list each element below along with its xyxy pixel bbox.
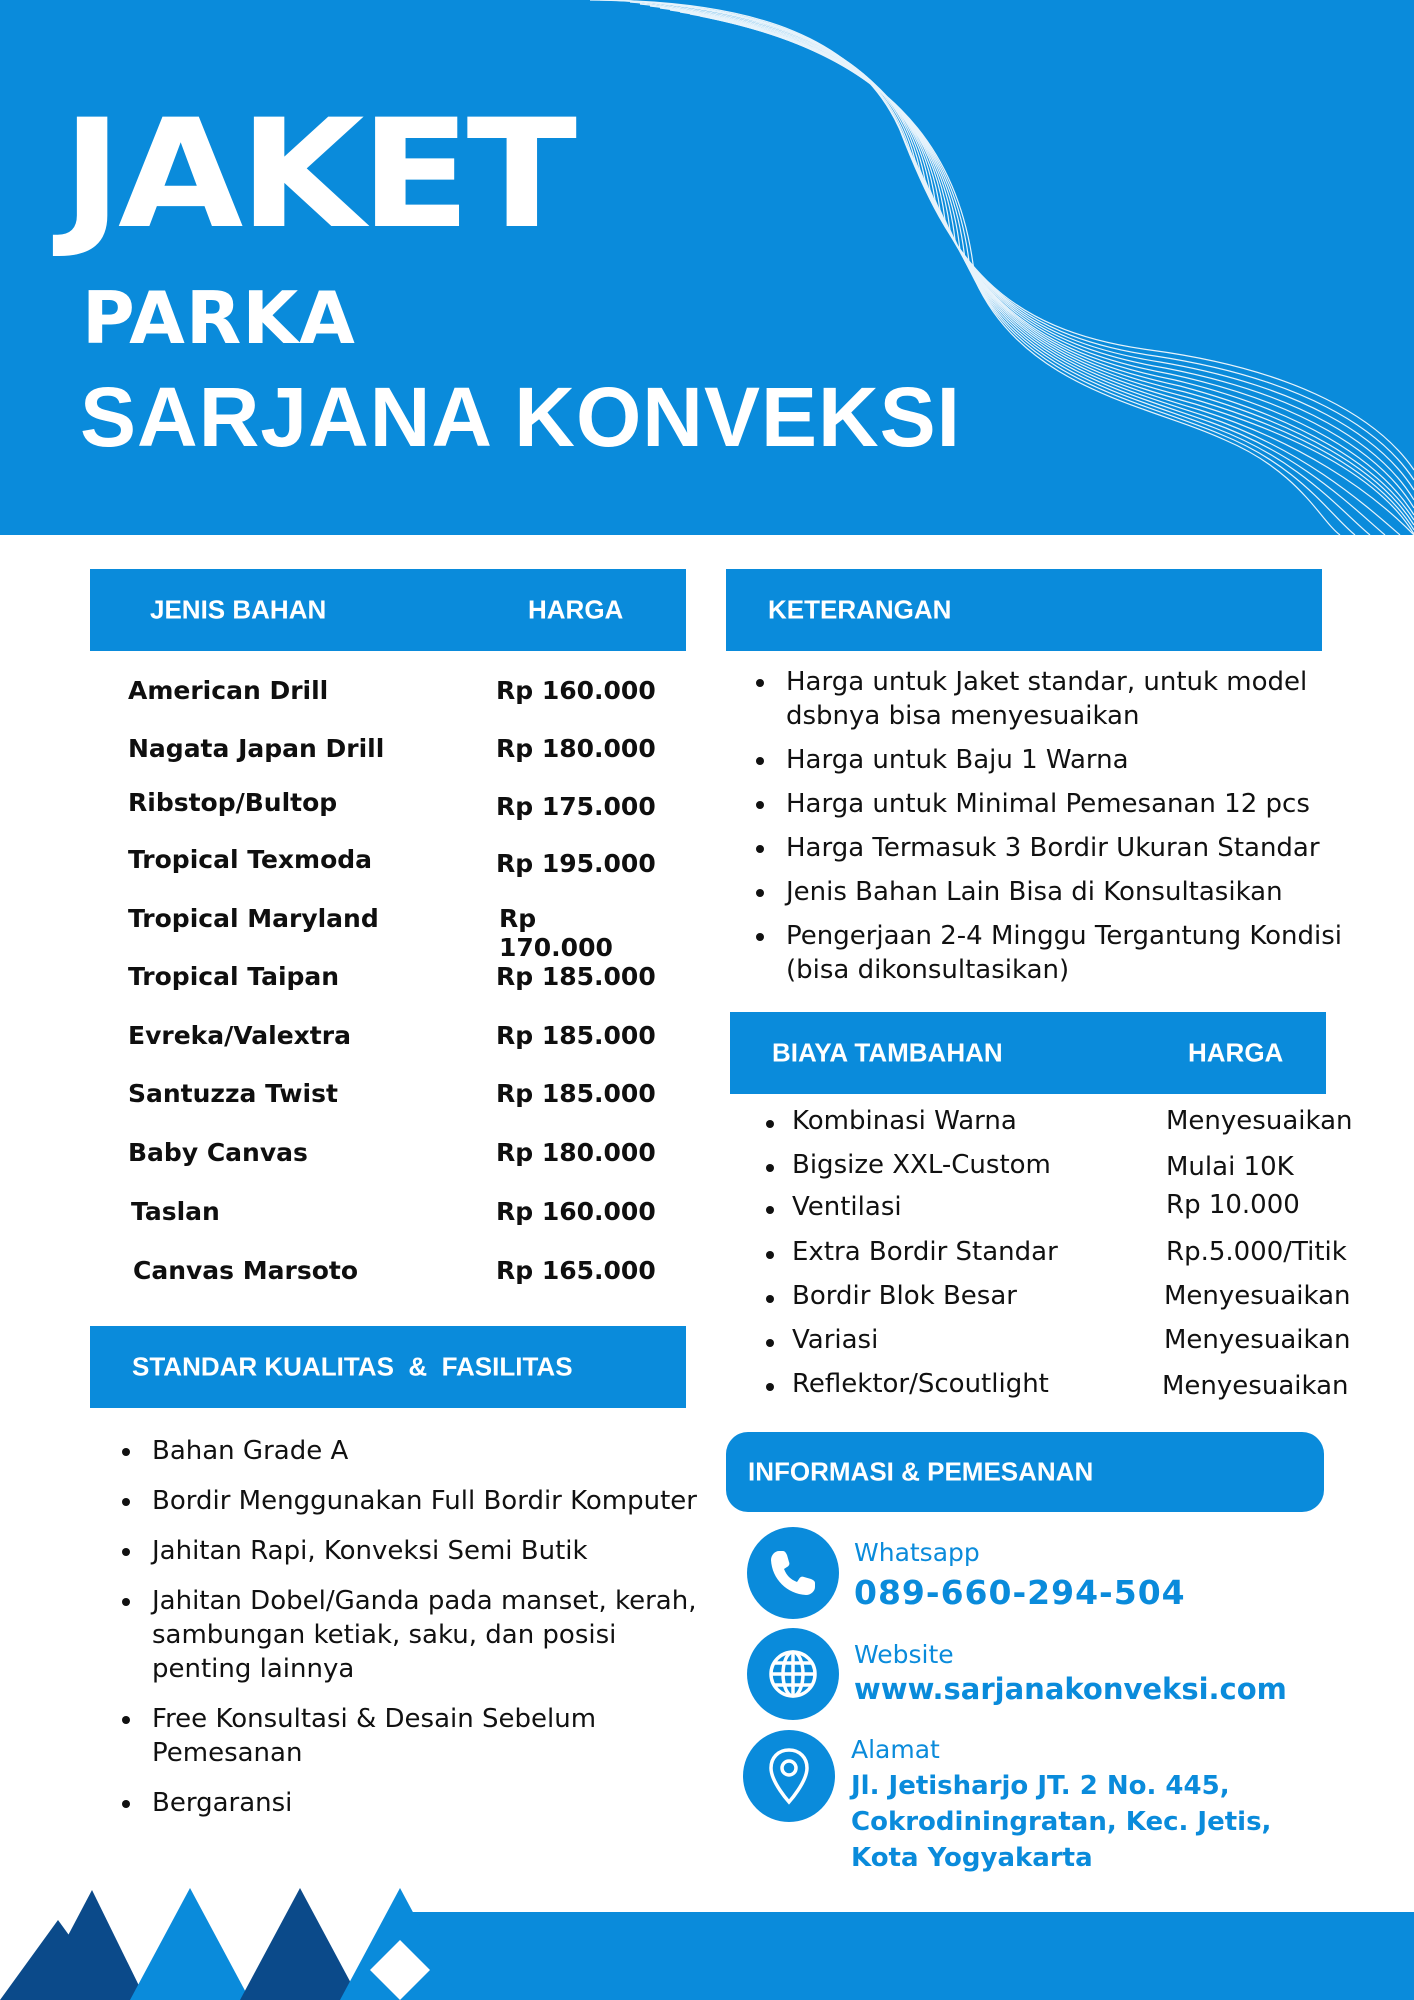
quality-list [118, 1434, 698, 1820]
bullet-dot [766, 1164, 774, 1172]
title-parka: PARKA [82, 276, 356, 360]
extra-item: Variasi [792, 1325, 879, 1355]
extra-cost-row [762, 1237, 1362, 1277]
material-name: Nagata Japan Drill [128, 734, 385, 763]
material-name: Evreka/Valextra [128, 1021, 351, 1050]
col-extra-item-label: BIAYA TAMBAHAN [772, 1037, 1003, 1068]
globe-icon [747, 1628, 839, 1720]
extra-cost-row [762, 1369, 1362, 1409]
bullet-dot [766, 1251, 774, 1259]
price-row [128, 962, 658, 1002]
material-name: American Drill [128, 676, 329, 705]
list-item: Harga untuk Baju 1 Warna [752, 743, 1352, 777]
col-material-label: JENIS BAHAN [150, 594, 327, 625]
extra-price: Rp.5.000/Titik [1166, 1237, 1347, 1267]
extra-price: Menyesuaikan [1164, 1281, 1351, 1311]
extra-cost-row [762, 1325, 1362, 1365]
material-price: Rp 160.000 [496, 1197, 656, 1226]
whatsapp-number[interactable]: 089-660-294-504 [854, 1573, 1186, 1612]
bullet-dot [766, 1206, 774, 1214]
brand-name: SARJANA KONVEKSI [80, 370, 962, 464]
address-line-3: Kota Yogyakarta [851, 1843, 1093, 1873]
list-item: Pengerjaan 2-4 Minggu Tergantung Kondisi (bisa dikonsultasikan) [752, 919, 1352, 987]
material-price: Rp 185.000 [496, 1079, 656, 1108]
price-row [128, 1138, 658, 1178]
price-row [128, 1197, 658, 1237]
address-label: Alamat [851, 1735, 940, 1764]
quality-header [90, 1326, 686, 1408]
list-item: Jenis Bahan Lain Bisa di Konsultasikan [752, 875, 1352, 909]
material-name: Santuzza Twist [128, 1079, 338, 1108]
material-name: Baby Canvas [128, 1138, 308, 1167]
material-price: Rp 185.000 [496, 962, 656, 991]
bullet-dot [766, 1339, 774, 1347]
bullet-dot [766, 1295, 774, 1303]
material-price: Rp 180.000 [496, 734, 656, 763]
website-url[interactable]: www.sarjanakonveksi.com [854, 1672, 1287, 1706]
whatsapp-label: Whatsapp [854, 1538, 980, 1567]
extra-item: Bigsize XXL-Custom [792, 1150, 1051, 1180]
list-item: Harga untuk Jaket standar, untuk model dsbnya bisa menyesuaikan [752, 665, 1352, 733]
material-name: Tropical Maryland [128, 904, 379, 933]
phone-icon [747, 1527, 839, 1619]
list-item: Free Konsultasi & Desain Sebelum Pemesanan [118, 1702, 698, 1770]
extra-cost-row [762, 1106, 1362, 1146]
location-pin-icon [743, 1730, 835, 1822]
address-line-1: Jl. Jetisharjo JT. 2 No. 445, [851, 1771, 1230, 1801]
price-row [128, 1256, 658, 1296]
material-price: Rp 160.000 [496, 676, 656, 705]
notes-title: KETERANGAN [768, 594, 952, 625]
price-row [128, 788, 658, 828]
list-item: Jahitan Rapi, Konveksi Semi Butik [118, 1534, 698, 1568]
price-row [128, 845, 658, 885]
list-item: Bergaransi [118, 1786, 698, 1820]
extra-cost-row [762, 1150, 1362, 1190]
material-price: Rp 185.000 [496, 1021, 656, 1050]
extra-item: Kombinasi Warna [792, 1106, 1017, 1136]
contact-header [726, 1432, 1324, 1512]
material-name: Tropical Texmoda [128, 845, 373, 874]
material-price: Rp 170.000 [499, 904, 613, 962]
extra-item: Extra Bordir Standar [792, 1237, 1058, 1267]
address-line-2: Cokrodiningratan, Kec. Jetis, [851, 1807, 1272, 1837]
extra-item: Reflektor/Scoutlight [792, 1369, 1049, 1399]
footer-diamond [240, 1888, 360, 2000]
extra-price: Mulai 10K [1166, 1152, 1294, 1182]
extra-price: Menyesuaikan [1166, 1106, 1353, 1136]
price-row [128, 676, 658, 716]
extra-price: Menyesuaikan [1164, 1325, 1351, 1355]
footer-decoration [0, 1880, 1414, 2000]
price-table-header [90, 569, 686, 651]
list-item: Bordir Menggunakan Full Bordir Komputer [118, 1484, 698, 1518]
contact-title: INFORMASI & PEMESANAN [748, 1456, 1094, 1487]
material-name: Canvas Marsoto [133, 1256, 359, 1285]
extra-price: Menyesuaikan [1162, 1371, 1349, 1401]
material-name: Tropical Taipan [128, 962, 340, 991]
title-jaket: JAKET [62, 88, 573, 262]
list-item: Jahitan Dobel/Ganda pada manset, kerah, sambungan ketiak, saku, dan posisi penting lainnya [118, 1584, 698, 1686]
price-row [128, 904, 658, 962]
notes-header [726, 569, 1322, 651]
list-item: Bahan Grade A [118, 1434, 698, 1468]
material-price: Rp 165.000 [496, 1256, 656, 1285]
material-price: Rp 180.000 [496, 1138, 656, 1167]
bullet-dot [766, 1383, 774, 1391]
bullet-dot [766, 1120, 774, 1128]
price-row [128, 1021, 658, 1061]
extra-item: Bordir Blok Besar [792, 1281, 1017, 1311]
footer-diamond [130, 1888, 250, 2000]
material-price: Rp 175.000 [496, 792, 656, 821]
extra-cost-row [762, 1281, 1362, 1321]
extra-cost-row [762, 1192, 1362, 1232]
col-extra-price-label: HARGA [1188, 1037, 1284, 1068]
hero-header [0, 0, 1414, 535]
material-name: Taslan [131, 1197, 220, 1226]
notes-list [752, 665, 1352, 987]
price-row [128, 1079, 658, 1119]
footer-bar [400, 1912, 1414, 2000]
material-name: Ribstop/Bultop [128, 788, 338, 817]
website-label: Website [854, 1640, 954, 1669]
price-row [128, 734, 658, 774]
material-price: Rp 195.000 [496, 849, 656, 878]
list-item: Harga untuk Minimal Pemesanan 12 pcs [752, 787, 1352, 821]
extra-price: Rp 10.000 [1166, 1190, 1300, 1220]
col-price-label: HARGA [528, 594, 624, 625]
extra-costs-header [730, 1012, 1326, 1094]
quality-title: STANDAR KUALITAS & FASILITAS [132, 1351, 573, 1382]
list-item: Harga Termasuk 3 Bordir Ukuran Standar [752, 831, 1352, 865]
extra-item: Ventilasi [792, 1192, 902, 1222]
